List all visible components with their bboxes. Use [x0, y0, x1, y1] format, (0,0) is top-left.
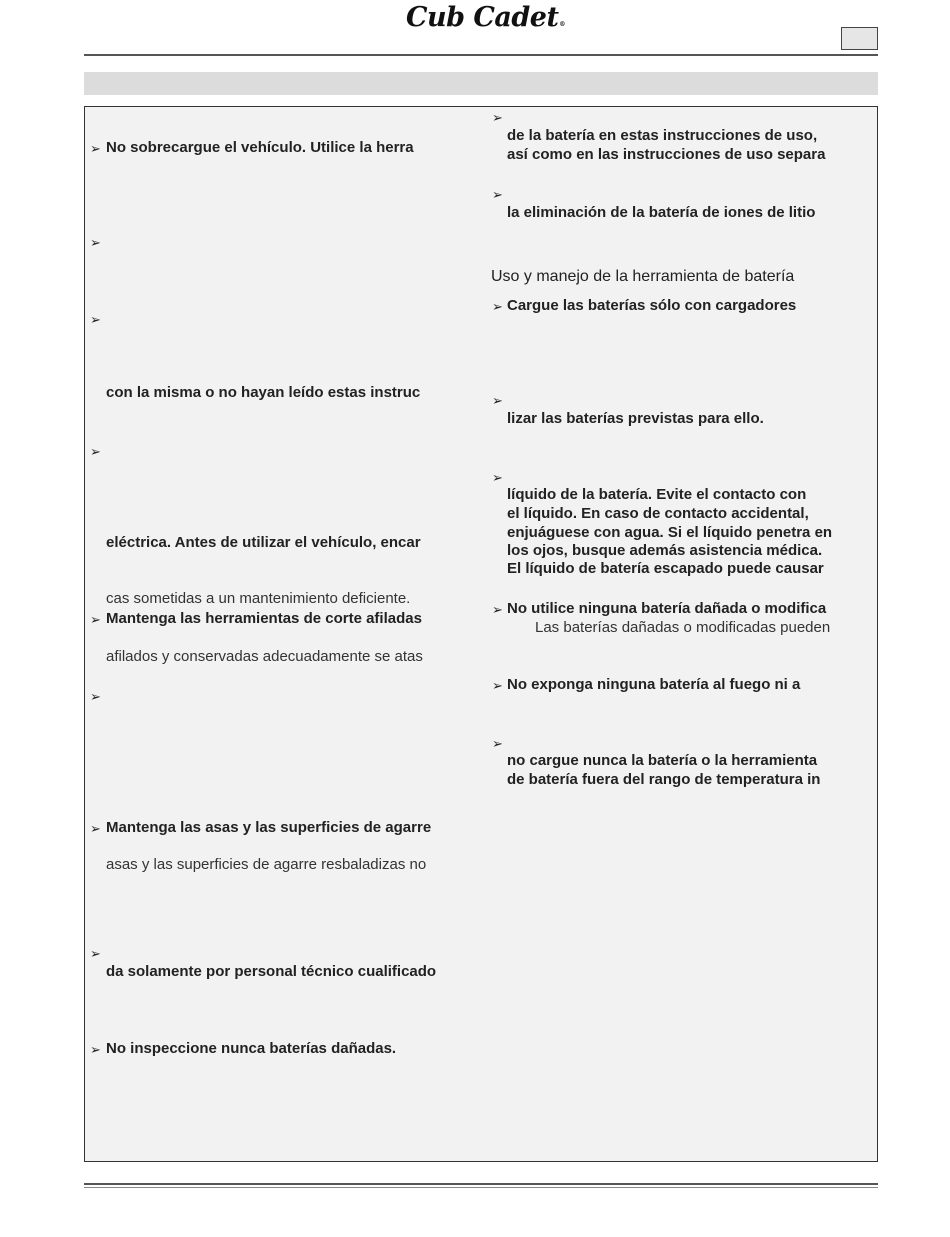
- bullet-arrow-icon: ➢: [90, 312, 101, 327]
- right-item-text: Cargue las baterías sólo con cargadores: [507, 297, 797, 314]
- right-item-text: Las baterías dañadas o modificadas pueden: [535, 619, 831, 636]
- right-item-text: No exponga ninguna batería al fuego ni a: [507, 676, 801, 693]
- bullet-arrow-icon: ➢: [492, 678, 503, 693]
- bullet-arrow-icon: ➢: [492, 736, 503, 751]
- bullet-arrow-icon: ➢: [90, 612, 101, 627]
- right-item-text: no cargue nunca la batería o la herramienta: [507, 752, 818, 769]
- right-item-text: la eliminación de la batería de iones de litio: [507, 204, 816, 221]
- page-number-box: [841, 27, 878, 50]
- left-item-text: No inspeccione nunca baterías dañadas.: [106, 1040, 397, 1057]
- header-rule: [84, 54, 878, 56]
- bullet-arrow-icon: ➢: [90, 235, 101, 250]
- bullet-arrow-icon: ➢: [90, 1042, 101, 1057]
- bullet-arrow-icon: ➢: [90, 689, 101, 704]
- right-item-text: el líquido. En caso de contacto accidental,: [507, 505, 809, 522]
- bullet-arrow-icon: ➢: [90, 141, 101, 156]
- cub-cadet-logo: [406, 2, 576, 36]
- right-item-text: No utilice ninguna batería dañada o modifica: [507, 600, 827, 617]
- right-item-text: de la batería en estas instrucciones de uso,: [507, 127, 818, 144]
- bullet-arrow-icon: ➢: [492, 393, 503, 408]
- left-item-text: asas y las superficies de agarre resbaladizas no: [106, 856, 427, 873]
- bullet-arrow-icon: ➢: [492, 299, 503, 314]
- footer-rule-thin: [84, 1187, 878, 1188]
- registered-mark: ®: [559, 21, 565, 28]
- left-item-text: da solamente por personal técnico cualificado: [106, 963, 437, 980]
- right-item-text: los ojos, busque además asistencia médica.: [507, 542, 823, 559]
- right-item-text: así como en las instrucciones de uso separa: [507, 146, 826, 163]
- bullet-arrow-icon: ➢: [90, 444, 101, 459]
- left-item-text: afilados y conservadas adecuadamente se atas: [106, 648, 423, 665]
- left-item-text: con la misma o no hayan leído estas instruc: [106, 384, 421, 401]
- bullet-arrow-icon: ➢: [90, 946, 101, 961]
- left-item-text: eléctrica. Antes de utilizar el vehículo, encar: [106, 534, 421, 551]
- section-header-band: [84, 72, 878, 95]
- right-item-text: de batería fuera del rango de temperatura in: [507, 771, 821, 788]
- left-item-text: Mantenga las herramientas de corte afiladas: [106, 610, 422, 627]
- bullet-arrow-icon: ➢: [492, 602, 503, 617]
- right-item-text: enjuáguese con agua. Si el líquido penetra en: [507, 524, 833, 541]
- footer-rule: [84, 1183, 878, 1185]
- left-item-text: Mantenga las asas y las superficies de agarre: [106, 819, 432, 836]
- section-title: Uso y manejo de la herramienta de batería: [491, 268, 795, 285]
- bullet-arrow-icon: ➢: [90, 821, 101, 836]
- bullet-arrow-icon: ➢: [492, 110, 503, 125]
- right-item-text: líquido de la batería. Evite el contacto con: [507, 486, 807, 503]
- right-item-text: lizar las baterías previstas para ello.: [507, 410, 764, 427]
- left-item-text: cas sometidas a un mantenimiento deficiente.: [106, 590, 411, 607]
- left-item-text: No sobrecargue el vehículo. Utilice la herra: [106, 139, 414, 156]
- bullet-arrow-icon: ➢: [492, 187, 503, 202]
- logo-text: Cub Cadet: [406, 2, 559, 33]
- right-item-text: El líquido de batería escapado puede causar: [507, 560, 824, 577]
- bullet-arrow-icon: ➢: [492, 470, 503, 485]
